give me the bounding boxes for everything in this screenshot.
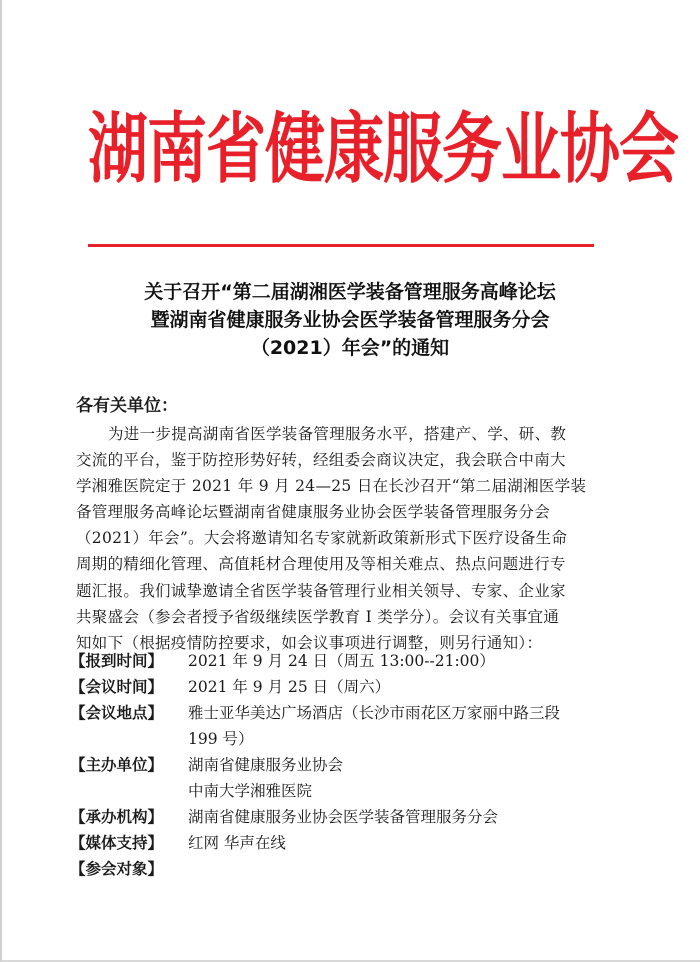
detail-value-line: 红网 华声在线: [188, 834, 286, 852]
detail-media-support: [70, 830, 630, 856]
body-line: 知如下（根据疫情防控要求，如会议事项进行调整，则另行通知）：: [76, 633, 543, 652]
detail-label: 【会议地点】: [70, 704, 164, 722]
detail-host: [70, 752, 630, 804]
body-line: 题汇报。我们诚挚邀请全省医学装备管理行业相关领导、专家、企业家: [76, 581, 566, 600]
letterhead-red-rule: [88, 244, 594, 247]
detail-value: [188, 674, 630, 700]
detail-value-line: 2021 年 9 月 24 日（周五 13:00--21:00）: [188, 652, 495, 670]
detail-value: [188, 700, 630, 752]
body-line: 周期的精细化管理、高值耗材合理使用及等相关难点、热点问题进行专: [76, 555, 566, 574]
detail-value: [188, 648, 630, 674]
salutation: 各有关单位：: [76, 396, 178, 416]
body-line: 共聚盛会（参会者授予省级继续医学教育 I 类学分）。会议有关事宜通: [76, 607, 560, 626]
detail-label: 【报到时间】: [70, 652, 164, 670]
detail-value-line: 雅士亚华美达广场酒店（长沙市雨花区万家丽中路三段: [188, 704, 561, 722]
body-line: （2021）年会”。大会将邀请知名专家就新政策新形式下医疗设备生命: [76, 529, 568, 548]
detail-label: 【媒体支持】: [70, 834, 164, 852]
detail-organizer: [70, 804, 630, 830]
detail-value: [188, 804, 630, 830]
detail-registration-time: [70, 648, 630, 674]
notice-title-line: 关于召开“第二届湖湘医学装备管理服务高峰论坛: [144, 281, 556, 303]
details-list: [70, 648, 630, 882]
notice-body: [76, 421, 616, 656]
detail-attendees: [70, 856, 630, 882]
notice-title: [80, 278, 620, 362]
detail-value-line: 湖南省健康服务业协会: [188, 756, 344, 774]
notice-title-line: 暨湖南省健康服务业协会医学装备管理服务分会: [150, 309, 550, 331]
detail-value: [188, 752, 630, 804]
detail-venue: [70, 700, 630, 752]
detail-value: [188, 830, 630, 856]
notice-title-line: （2021）年会”的通知: [250, 337, 450, 359]
detail-value-line: 湖南省健康服务业协会医学装备管理服务分会: [188, 808, 499, 826]
detail-label: 【承办机构】: [70, 808, 164, 826]
detail-value-line: 199 号）: [188, 730, 254, 748]
detail-label: 【主办单位】: [70, 756, 164, 774]
body-line: 学湘雅医院定于 2021 年 9 月 24—25 日在长沙召开“第二届湖湘医学装: [76, 477, 587, 496]
body-line: 备管理服务高峰论坛暨湖南省健康服务业协会医学装备管理服务分会: [76, 503, 551, 522]
body-line: 交流的平台，鉴于防控形势好转，经组委会商议决定，我会联合中南大: [76, 451, 566, 470]
detail-label: 【会议时间】: [70, 678, 164, 696]
detail-value-line: 2021 年 9 月 25 日（周六）: [188, 678, 391, 696]
detail-value-line: 中南大学湘雅医院: [188, 782, 313, 800]
detail-meeting-time: [70, 674, 630, 700]
detail-label: 【参会对象】: [70, 860, 164, 878]
letterhead-org-name: 湖南省健康服务业协会: [88, 105, 678, 195]
body-line: 为进一步提高湖南省医学装备管理服务水平，搭建产、学、研、教: [108, 425, 567, 443]
